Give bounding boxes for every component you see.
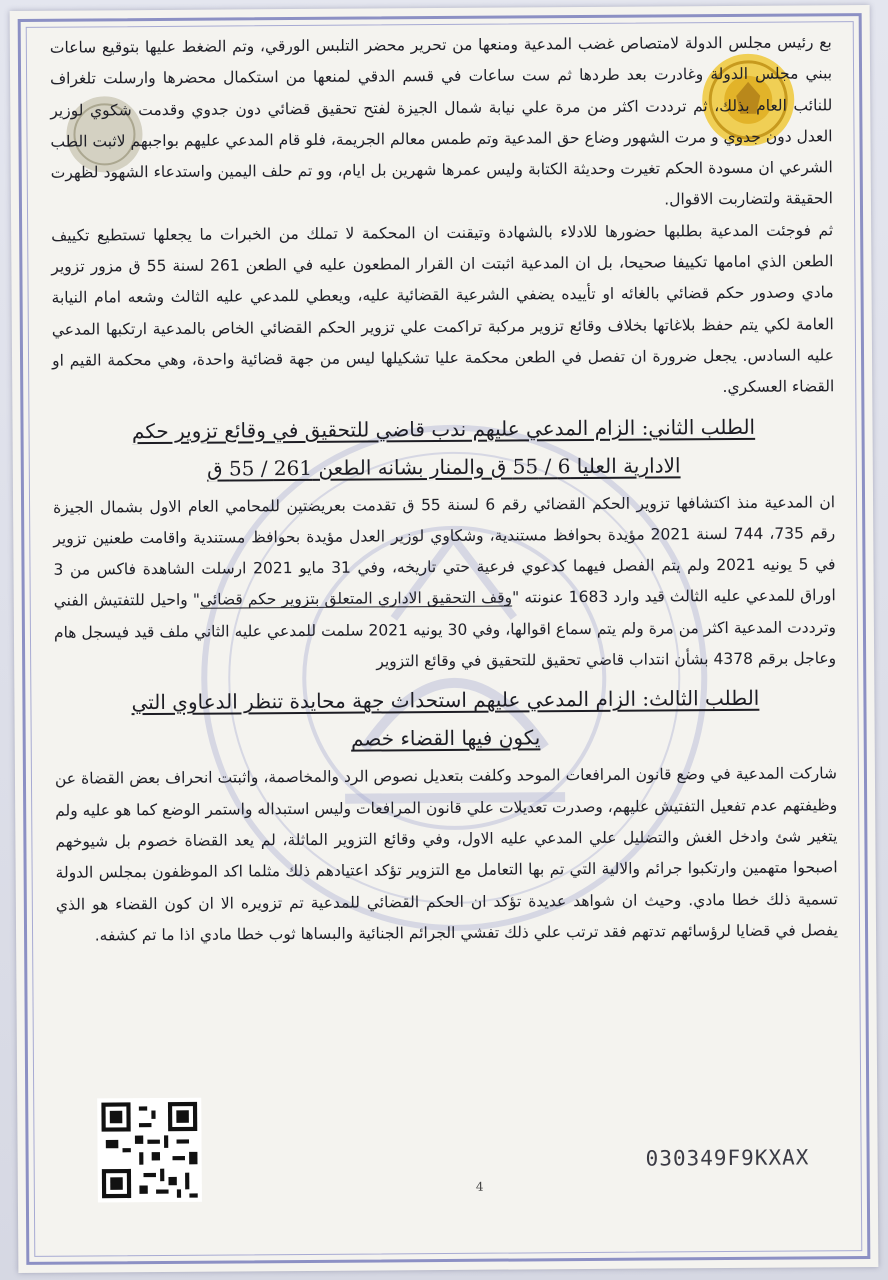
qr-code-icon — [97, 1098, 202, 1203]
document-code: 030349F9KXAX — [645, 1145, 810, 1171]
heading-3-line-1: الطلب الثالث: الزام المدعي عليهم استحداث جهة محايدة تنظر الدعاوي التي — [131, 686, 760, 715]
paragraph-2: ثم فوجئت المدعية بطلبها حضورها للادلاء بالشهادة وتيقنت ان المحكمة لا تملك من الخبرات ما يجعلها تستطيع تكييف الطعن الذي امامها تكييفا صحيحا، بل ان المدعية اثبتت ان القرار المطعون عليه في الطعن 261 لسنة 55 ق مزور تزوير مادي وصدور حكم قضائي بالغائه او تأييده يضفي الشرعية القضائية عليه، ويعطي للمدعي عليه الثالث وشعه امام النيابة العامة لكي يتم حفظ بلاغاتها بخلاف وقائع تزوير مركبة تراكمت علي تزوير الحكم القضائي الخاص بالمدعية ارتكبها المدعي عليه السادس. يجعل ضرورة ان تفصل في الطعن محكمة عليا تشكيلها ليس من جهة قضائية واحدة، وهي محكمة القيم او القضاء العسكري. — [51, 221, 835, 397]
paragraph-3-text-a: ان المدعية منذ اكتشافها تزوير الحكم القضائي رقم 6 لسنة 55 ق تقدمت بعريضتين للمحامي العام الاول بشمال الجيزة رقم 735، 744 لسنة 2021 مؤيدة بحوافظ مستندية، وشكاوي لوزير العدل مؤيدة بحوافظ مستندية واقامت طعنين تزوير في 5 يونيه 2021 ولم يتم الفصل فيهما كدعوي فرعية حتي تاريخه، وفي 31 مايو 2021 ارسلت الشاهدة فاكس من 3 اوراق للمدعي عليه الثالث قيد وارد 1683 عنونته " — [53, 492, 836, 607]
heading-2-line-1: الطلب الثاني: الزام المدعي عليهم ندب قاضي للتحقيق في وقائع تزوير حكم — [131, 414, 756, 443]
heading-2-line-2: الادارية العليا 6 / 55 ق والمنار بشانه الطعن 261 / 55 ق — [206, 452, 681, 481]
paragraph-1: بع رئيس مجلس الدولة لامتصاص غضب المدعية ومنعها من تحرير محضر التلبس الورقي، وتم الضغط عليها بتوقيع ساعات ببني مجلس الدولة وغادرت بعد طردها ثم ست ساعات في قسم الدقي لمنعها من استكمال محضرها وارسلت تلغراف للنائب العام بذلك، ثم ترددت اكثر من مرة علي نيابة شمال الجيزة لفتح تحقيق قضائي دون جدوي وقدمت شكوي لوزير العدل دون جدوي و مرت الشهور وضاع حق المدعية وتم طمس معالم الجريمة، فلو قام المدعي عليهم بواجبهم لاثبت الطب الشرعي ان مسودة الحكم تغيرت وحديثة الكتابة وليس عمرها شهرين بل ايام، وو تم حلف اليمين واستدعاء الشهود لظهرت الحقيقة ولتضاربت الاقوال. — [49, 33, 833, 209]
paragraph-3 — [53, 487, 836, 680]
document-body — [50, 27, 838, 952]
paragraph-3-text-b: " واحيل للتفتيش الفني وترددت المدعية اكثر من مرة ولم يتم سماع اقوالها، وفي 30 يونيه 2021 سلمت للمدعي عليه الثاني ملف قيد فيسجل هام وعاجل برقم 4378 بشأن انتداب قاضي تحقيق للتحقيق في وقائع التزوير — [53, 591, 837, 671]
paragraph-3-underlined: وقف التحقيق الاداري المتعلق بتزوير حكم قضائي — [199, 588, 513, 610]
paragraph-4: شاركت المدعية في وضع قانون المرافعات الموحد وكلفت بتعديل نصوص الرد والمخاصمة، واثبتت انحراف بعض القضاة عن وظيفتهم عدم تفعيل التفتيش عليهم، وصدرت تعديلات علي قانون المرافعات وليس استبداله واستمر الوضع كما هو عليه ولم يتغير شئ وادخل الغش والتضليل علي المدعي عليه الاول، وفي وقائع التزوير الماثلة، لم يعد القضاة خصوم بل شيوخهم اصبحوا متهمين وارتكبوا جرائم والالية التي تم بها التعامل مع التزوير تؤكد اعتيادهم ذلك مثلما اكد الموظفون بمجلس الدولة تسمية ذلك خطا مادي. وحيث ان شواهد عديدة تؤكد ان الحكم القضائي للمدعية تم تزويره الا ان كون القضاء هو الذي يفصل في قضايا لرؤسائهم تدتهم فقد ترتب علي ذلك تفشي الجرائم الجنائية والبساها ثوب خطا مادي اذا ما تم كشفه. — [54, 764, 839, 945]
page-number: 4 — [475, 1179, 484, 1194]
section-heading-3 — [54, 679, 837, 760]
heading-3-line-2: يكون فيها القضاء خصم — [350, 725, 541, 751]
section-heading-2 — [52, 407, 835, 488]
document-page — [10, 5, 879, 1273]
